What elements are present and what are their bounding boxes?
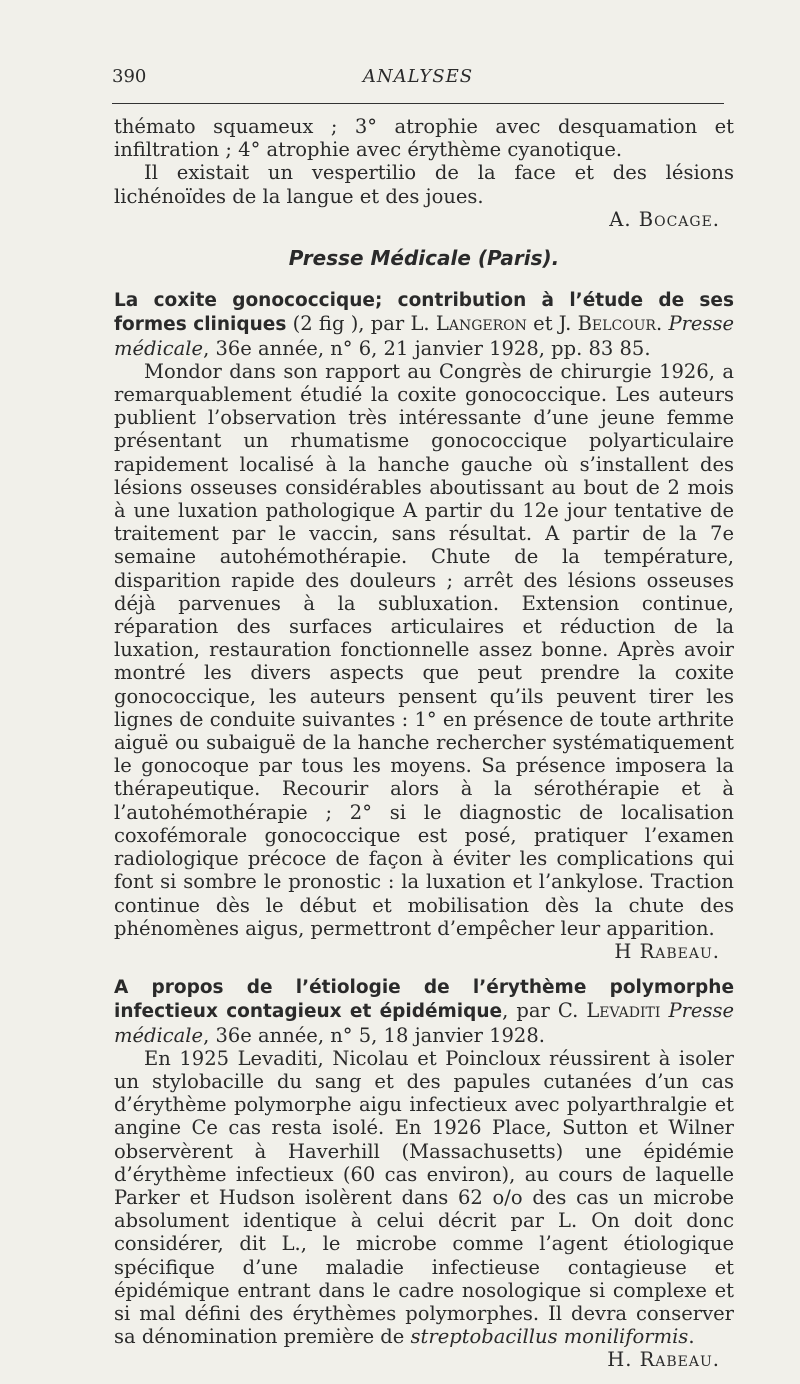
- article-1-signature-text: H Rabeau.: [614, 939, 720, 963]
- intro-paragraph-2: Il existait un vespertilio de la face et des lésions lichénoïdes de la langue et des joues.: [114, 161, 734, 208]
- article-1-meta-1: (2 fig ), par L.: [286, 312, 436, 336]
- intro-signature: [114, 208, 734, 231]
- article-1-title: La coxite gonococcique; contribution à l’étude de ses formes cliniques: [114, 290, 734, 336]
- article-2-signature-text: H. Rabeau.: [607, 1348, 720, 1372]
- article-1-heading: [114, 288, 734, 360]
- article-1-body: Mondor dans son rapport au Congrès de chirurgie 1926, a remarquablement étudié la coxite gonococcique. Les auteurs publient l’observation très intéressante d’une jeune femme présentant un rhumatisme gonococcique polyarticulaire rapidement localisé à la hanche gauche où s’installent des lésions osseuses considérables aboutissant au bout de 2 mois à une luxation pathologique A partir du 12e jour tentative de traitement par le vaccin, sans résultat. A partir de la 7e semaine autohémothérapie. Chute de la température, disparition rapide des douleurs ; arrêt des lésions osseuses déjà parvenues à la subluxation. Extension continue, réparation des surfaces articulaires et réduction de la luxation, restauration fonctionnelle assez bonne. Après avoir montré les divers aspects que peut prendre la coxite gonococcique, les auteurs pensent qu’ils peuvent tirer les lignes de conduite suivantes : 1° en présence de toute arthrite aiguë ou subaiguë de la hanche rechercher systématiquement le gonocoque par tous les moyens. Sa présence imposera la thérapeutique. Recourir alors à la sérothérapie et à l’autohémothérapie ; 2° si le diagnostic de localisation coxofémorale gonococcique est posé, pratiquer l’examen radiologique précoce de façon à éviter les complications qui font si sombre le pronostic : la luxation et l’ankylose. Traction continue dès le début et mobilisation dès la chute des phénomènes aigus, permettront d’empêcher leur apparition.: [114, 359, 734, 940]
- article-2-signature: [114, 1348, 734, 1371]
- article-2-title: A propos de l’étiologie de l’érythème polymorphe infectieux contagieux et épidémique: [114, 977, 734, 1023]
- article-2-body: [114, 1047, 734, 1349]
- page-number: 390: [112, 66, 147, 87]
- article-1-meta-4: , 36e année, n° 6, 21 janvier 1928, pp. 83 85.: [203, 336, 651, 360]
- running-title: ANALYSES: [362, 66, 474, 87]
- page-body: [114, 115, 734, 1384]
- article-1-author-1: Langeron: [435, 312, 527, 336]
- article-1-journal: Presse médicale: [114, 312, 735, 360]
- article-2-author: Levaditi: [586, 999, 661, 1023]
- article-1-signature: [114, 940, 734, 963]
- header-rule: [112, 103, 724, 104]
- page-header: [112, 66, 724, 92]
- article-1-meta-3: .: [655, 312, 669, 336]
- article-2-body-end: .: [688, 1325, 695, 1349]
- intro-paragraph-1: thémato squameux ; 3° atrophie avec desquamation et infiltration ; 4° atrophie avec érythème cyanotique.: [114, 115, 734, 162]
- intro-signature-text: A. Bocage.: [609, 207, 720, 231]
- article-1-author-2: Belcour: [577, 312, 656, 336]
- article-2-body-text: En 1925 Levaditi, Nicolau et Poincloux réussirent à isoler un stylobacille du sang et des papules cutanées d’un cas d’érythème polymorphe aigu infectieux avec polyarthralgie et angine Ce cas resta isolé. En 1926 Place, Sutton et Wilner observèrent à Haverhill (Massachusetts) une épidémie d’érythème infectieux (60 cas environ), au cours de laquelle Parker et Hudson isolèrent dans 62 o/o des cas un microbe absolument identique à celui décrit par L. On doit donc considérer, dit L., le microbe comme l’agent étiologique spécifique d’une maladie infectieuse contagieuse et épidémique entrant dans le cadre nosologique si complexe et si mal défini des érythèmes polymorphes. Il devra conserver sa dénomination première de: [114, 1046, 734, 1349]
- article-1-meta-2: et J.: [526, 312, 578, 336]
- article-2-species-name: streptobacillus moniliformis: [410, 1325, 689, 1349]
- article-2-journal: Presse médicale: [114, 999, 735, 1047]
- article-2-meta-3: , 36e année, n° 5, 18 janvier 1928.: [203, 1023, 545, 1047]
- article-2-meta-1: , par C.: [502, 999, 587, 1023]
- journal-heading: Presse Médicale (Paris).: [288, 246, 560, 271]
- article-2-heading: [114, 975, 734, 1047]
